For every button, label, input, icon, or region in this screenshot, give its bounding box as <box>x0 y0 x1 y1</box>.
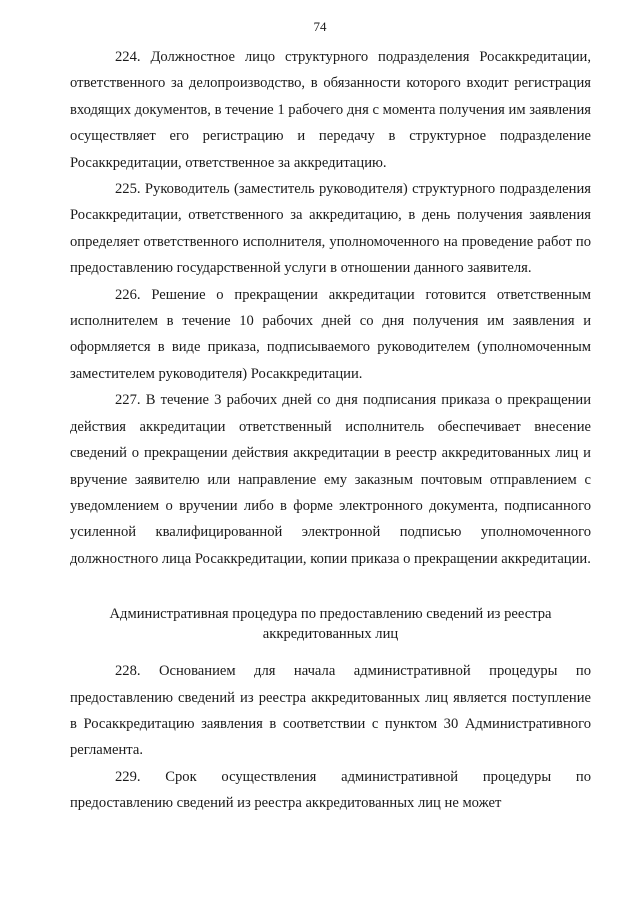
paragraph-number: 224. <box>115 49 141 65</box>
paragraph-text: Основанием для начала административной процедуры по предоставлению сведений из реестра аккредитованных лиц является поступление в Росаккредитацию заявления в соответствии с пунктом 30 Административного регламента. <box>70 663 592 759</box>
paragraph-227 <box>70 387 591 572</box>
document-body <box>70 44 591 817</box>
section-heading-line-1: Административная процедура по предоставлению сведений из реестра <box>109 606 552 623</box>
section-heading-line-2: аккредитованных лиц <box>262 626 399 643</box>
page-number: 74 <box>313 19 327 34</box>
paragraph-229 <box>70 764 591 817</box>
paragraph-225 <box>70 176 591 282</box>
paragraph-228 <box>70 658 591 764</box>
paragraph-number: 226. <box>115 286 141 303</box>
paragraph-number: 225. <box>115 181 141 198</box>
paragraph-text: Срок осуществления административной процедуры по предоставлению сведений из реестра аккредитованных лиц не может <box>70 768 591 812</box>
paragraph-text: В течение 3 рабочих дней со дня подписания приказа о прекращении действия аккредитации ответственный исполнитель обеспечивает внесение сведений о прекращении действия аккредитации в реестр аккредитованных лиц и вручение заявителю или направление ему заказным почтовым отправлением с уведомлением о вручении либо в форме электронного документа, подписанного усиленной квалифицированной электронной подписью уполномоченного должностного лица Росаккредитации, копии приказа о прекращении аккредитации. <box>70 392 591 567</box>
paragraph-224 <box>70 44 591 176</box>
paragraph-text: Решение о прекращении аккредитации готовится ответственным исполнителем в течение 10 рабочих дней со дня получения им заявления и оформляется в виде приказа, подписываемого руководителем (уполномоченным заместителем руководителя) Росаккредитации. <box>70 286 591 382</box>
paragraph-text: Должностное лицо структурного подразделения Росаккредитации, ответственного за делопроизводство, в обязанности которого входит регистрация входящих документов, в течение 1 рабочего дня с момента получения им заявления осуществляет его регистрацию и передачу в структурное подразделение Росаккредитации, ответственное за аккредитацию. <box>70 49 591 171</box>
paragraph-number: 228. <box>115 663 141 680</box>
paragraph-number: 227. <box>115 392 141 409</box>
paragraph-number: 229. <box>115 768 141 785</box>
section-heading <box>70 604 591 644</box>
paragraph-226 <box>70 282 591 388</box>
paragraph-text: Руководитель (заместитель руководителя) структурного подразделения Росаккредитации, ответственного за аккредитацию, в день получения заявления определяет ответственного исполнителя, уполномоченного на проведение работ по предоставлению государственной услуги в отношении данного заявителя. <box>70 181 591 277</box>
